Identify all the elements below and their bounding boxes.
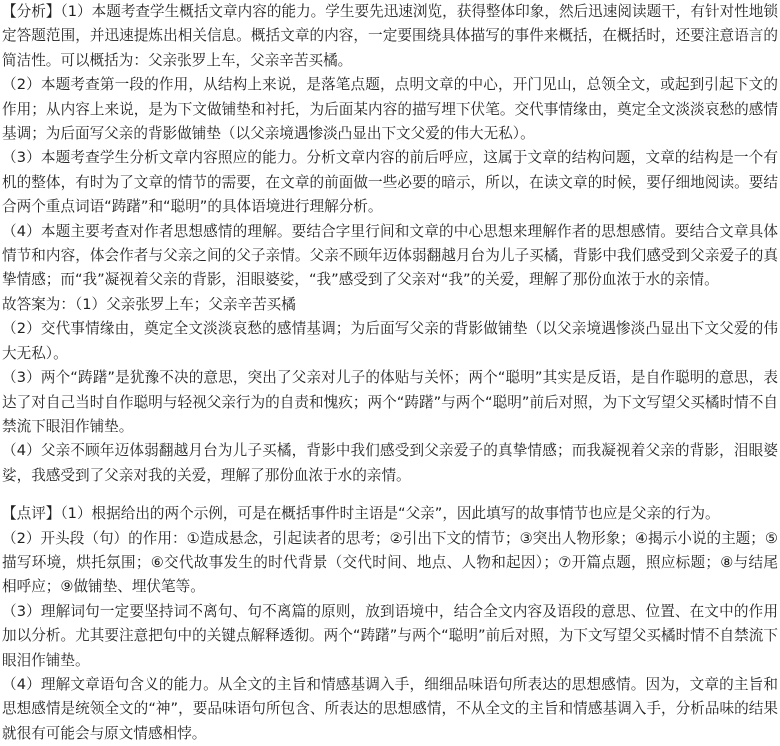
comment-paragraph-1: 【点评】（1）根据给出的两个示例，可是在概括事件时主语是“父亲”，因此填写的故事情节也应是父亲的行为。 — [2, 505, 720, 523]
comment-paragraph-4: （4）理解文章语句含义的能力。从全文的主旨和情感基调入手，细细品味语句所表达的思想感情。因为，文章的主旨和思想感情是统领全文的“神”，要品味语句所包含、所表达的思想感情，不从全文的主旨和情感基调入手，分析品味的结果就很有可能会与原文情感相悖。 — [2, 675, 778, 742]
analysis-paragraph-2: （2）本题考查第一段的作用，从结构上来说，是落笔点题，点明文章的中心，开门见山，总领全文，或起到引起下文的作用；从内容上来说，是为下文做铺垫和衬托，为后面某内容的描写埋下伏笔。交代事情缘由，奠定全文淡淡哀愁的感情基调；为后面写父亲的背影做铺垫（以父亲境遇惨淡凸显出下文父爱的伟大无私）。 — [2, 76, 778, 143]
analysis-section — [2, 0, 778, 488]
comment-paragraph-2: （2）开头段（句）的作用：①造成悬念，引起读者的思考；②引出下文的情节；③突出人物形象；④揭示小说的主题；⑤描写环境，烘托氛围；⑥交代故事发生的时代背景（交代时间、地点、人物和起因）；⑦开篇点题，照应标题；⑧与结尾相呼应；⑨做铺垫、埋伏笔等。 — [2, 529, 778, 596]
comment-paragraph-3: （3）理解词句一定要坚持词不离句、句不离篇的原则，放到语境中，结合全文内容及语段的意思、位置、在文中的作用加以分析。尤其要注意把句中的关键点解释透彻。两个“踌躇”与两个“聪明”前后对照，为下文写望父买橘时情不自禁流下眼泪作铺垫。 — [2, 602, 778, 669]
analysis-paragraph-3: （3）本题考查学生分析文章内容照应的能力。分析文章内容的前后呼应，这属于文章的结构问题，文章的结构是一个有机的整体，有时为了文章的情节的需要，在文章的前面做一些必要的暗示，所以，在读文章的时候，要仔细地阅读。要结合两个重点词语“踌躇”和“聪明”的具体语境进行理解分析。 — [2, 149, 778, 216]
section-divider-space — [2, 488, 778, 502]
comment-section — [2, 502, 778, 746]
answer-line-3: （3）两个“踌躇”是犹豫不决的意思，突出了父亲对儿子的体贴与关怀；两个“聪明”其实是反语，是自作聪明的意思，表达了对自己当时自作聪明与轻视父亲行为的自责和愧疚；两个“踌躇”与两个“聪明”前后对照，为下文写望父买橘时情不自禁流下眼泪作铺垫。 — [2, 369, 778, 435]
analysis-paragraph-1: 【分析】（1）本题考查学生概括文章内容的能力。学生要先迅速浏览，获得整体印象，然后迅速阅读题干，有针对性地锁定答题范围，并迅速提炼出相关信息。概括文章的内容，一定要围绕具体描写的事件来概括，在概括时，还要注意语言的简洁性。可以概括为：父亲张罗上车，父亲辛苦买橘。 — [2, 3, 778, 69]
answer-line-2: （2）交代事情缘由，奠定全文淡淡哀愁的感情基调；为后面写父亲的背影做铺垫（以父亲境遇惨淡凸显出下文父爱的伟大无私）。 — [2, 320, 778, 362]
answer-line-1: 故答案为：（1）父亲张罗上车；父亲辛苦买橘 — [2, 295, 296, 313]
answer-line-4: （4）父亲不顾年迈体弱翻越月台为儿子买橘，背影中我们感受到父亲爱子的真挚情感；而我凝视着父亲的背影，泪眼婆娑，我感受到了父亲对我的关爱，理解了那份血浓于水的亲情。 — [2, 442, 778, 484]
analysis-paragraph-4: （4）本题主要考查对作者思想感情的理解。要结合字里行间和文章的中心思想来理解作者的思想感情。要结合文章具体情节和内容，体会作者与父亲之间的父子亲情。父亲不顾年迈体弱翻越月台为儿子买橘，背影中我们感受到父亲爱子的真挚情感；而“我”凝视着父亲的背影，泪眼婆娑，“我”感受到了父亲对“我”的关爱，理解了那份血浓于水的亲情。 — [2, 222, 778, 289]
